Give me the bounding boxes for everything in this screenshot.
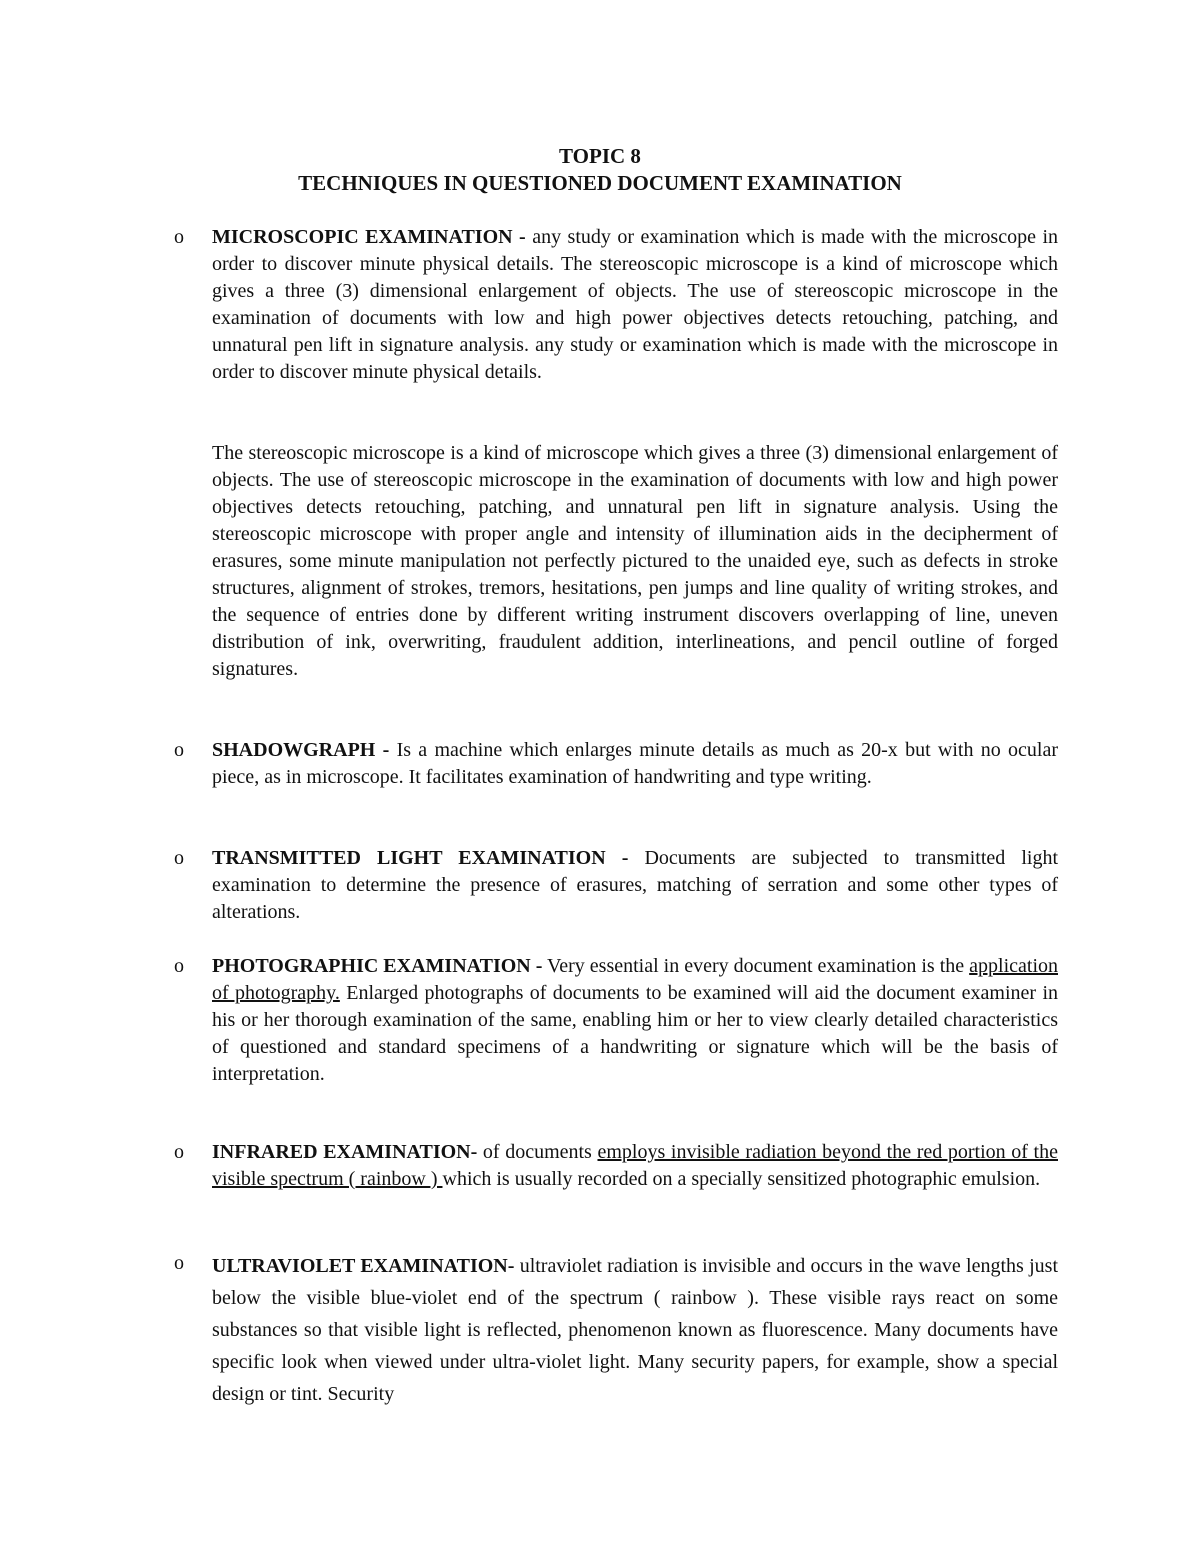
section-microscopic [212,224,1058,386]
section-ultraviolet [212,1250,1058,1410]
section-photographic [212,953,1058,1088]
section-text: ultraviolet radiation is invisible and occurs in the wave lengths just below the visible blue-violet end of the spectrum ( rainbow ). These visible rays react on some substances so that visible light is reflected, phenomenon known as fluorescence. Many documents have specific look when viewed under ultra-violet light. Many security papers, for example, show a special design or tint. Security [212,1255,1058,1405]
section-heading: ULTRAVIOLET EXAMINATION- [212,1255,515,1277]
bullet-marker: o [174,1141,184,1163]
page-title: TECHNIQUES IN QUESTIONED DOCUMENT EXAMINATION [298,171,902,195]
section-heading: TRANSMITTED LIGHT EXAMINATION - [212,847,629,869]
section-shadowgraph [212,737,1058,791]
section-text: of documents [477,1141,598,1163]
bullet-marker: o [174,955,184,977]
section-text: which is usually recorded on a specially sensitized photographic emulsion. [442,1168,1041,1190]
section-transmitted-light [212,845,1058,926]
section-text: Enlarged photographs of documents to be examined will aid the document examiner in his or her thorough examination of the same, enabling him or her to view clearly detailed characteristics of questioned and standard specimens of a handwriting or signature which will be the basis of interpretation. [212,982,1058,1085]
section-microscopic-paragraph-2: The stereoscopic microscope is a kind of microscope which gives a three (3) dimensional enlargement of objects. The use of stereoscopic microscope in the examination of documents with low and high power objectives detects retouching, patching, and unnatural pen lift in signature analysis. Using the stereoscopic microscope with proper angle and intensity of illumination aids in the decipherment of erasures, some minute manipulation not perfectly pictured to the unaided eye, such as defects in stroke structures, alignment of strokes, tremors, hesitations, pen jumps and line quality of writing strokes, and the sequence of entries done by different writing instrument discovers overlapping of line, uneven distribution of ink, overwriting, fraudulent addition, interlineations, and pencil outline of forged signatures. [212,442,1058,680]
underlined-text: application of photography. [212,955,1058,1004]
section-heading: INFRARED EXAMINATION- [212,1141,478,1163]
section-heading: PHOTOGRAPHIC EXAMINATION - [212,955,543,977]
bullet-marker: o [174,739,184,761]
bullet-marker: o [174,226,184,248]
section-text: any study or examination which is made with the microscope in order to discover minute physical details. The stereoscopic microscope is a kind of microscope which gives a three (3) dimensional enlargement of objects. The use of stereoscopic microscope in the examination of documents with low and high power objectives detects retouching, patching, and unnatural pen lift in signature analysis. any study or examination which is made with the microscope in order to discover minute physical details. [212,226,1059,383]
topic-number: TOPIC 8 [559,144,641,168]
bullet-marker: o [174,847,184,869]
section-text: Is a machine which enlarges minute details as much as 20-x but with no ocular piece, as in microscope. It facilitates examination of handwriting and type writing. [212,739,1059,788]
section-heading: MICROSCOPIC EXAMINATION - [212,226,526,248]
section-text: Documents are subjected to transmitted light examination to determine the presence of erasures, matching of serration and some other types of alterations. [212,847,1058,923]
underlined-text: employs invisible radiation beyond the red portion of the visible spectrum ( rainbow ) [212,1141,1058,1190]
bullet-marker: o [174,1252,184,1274]
section-text: Very essential in every document examination is the [542,955,970,977]
section-heading: SHADOWGRAPH - [212,739,390,761]
section-infrared [212,1139,1058,1193]
